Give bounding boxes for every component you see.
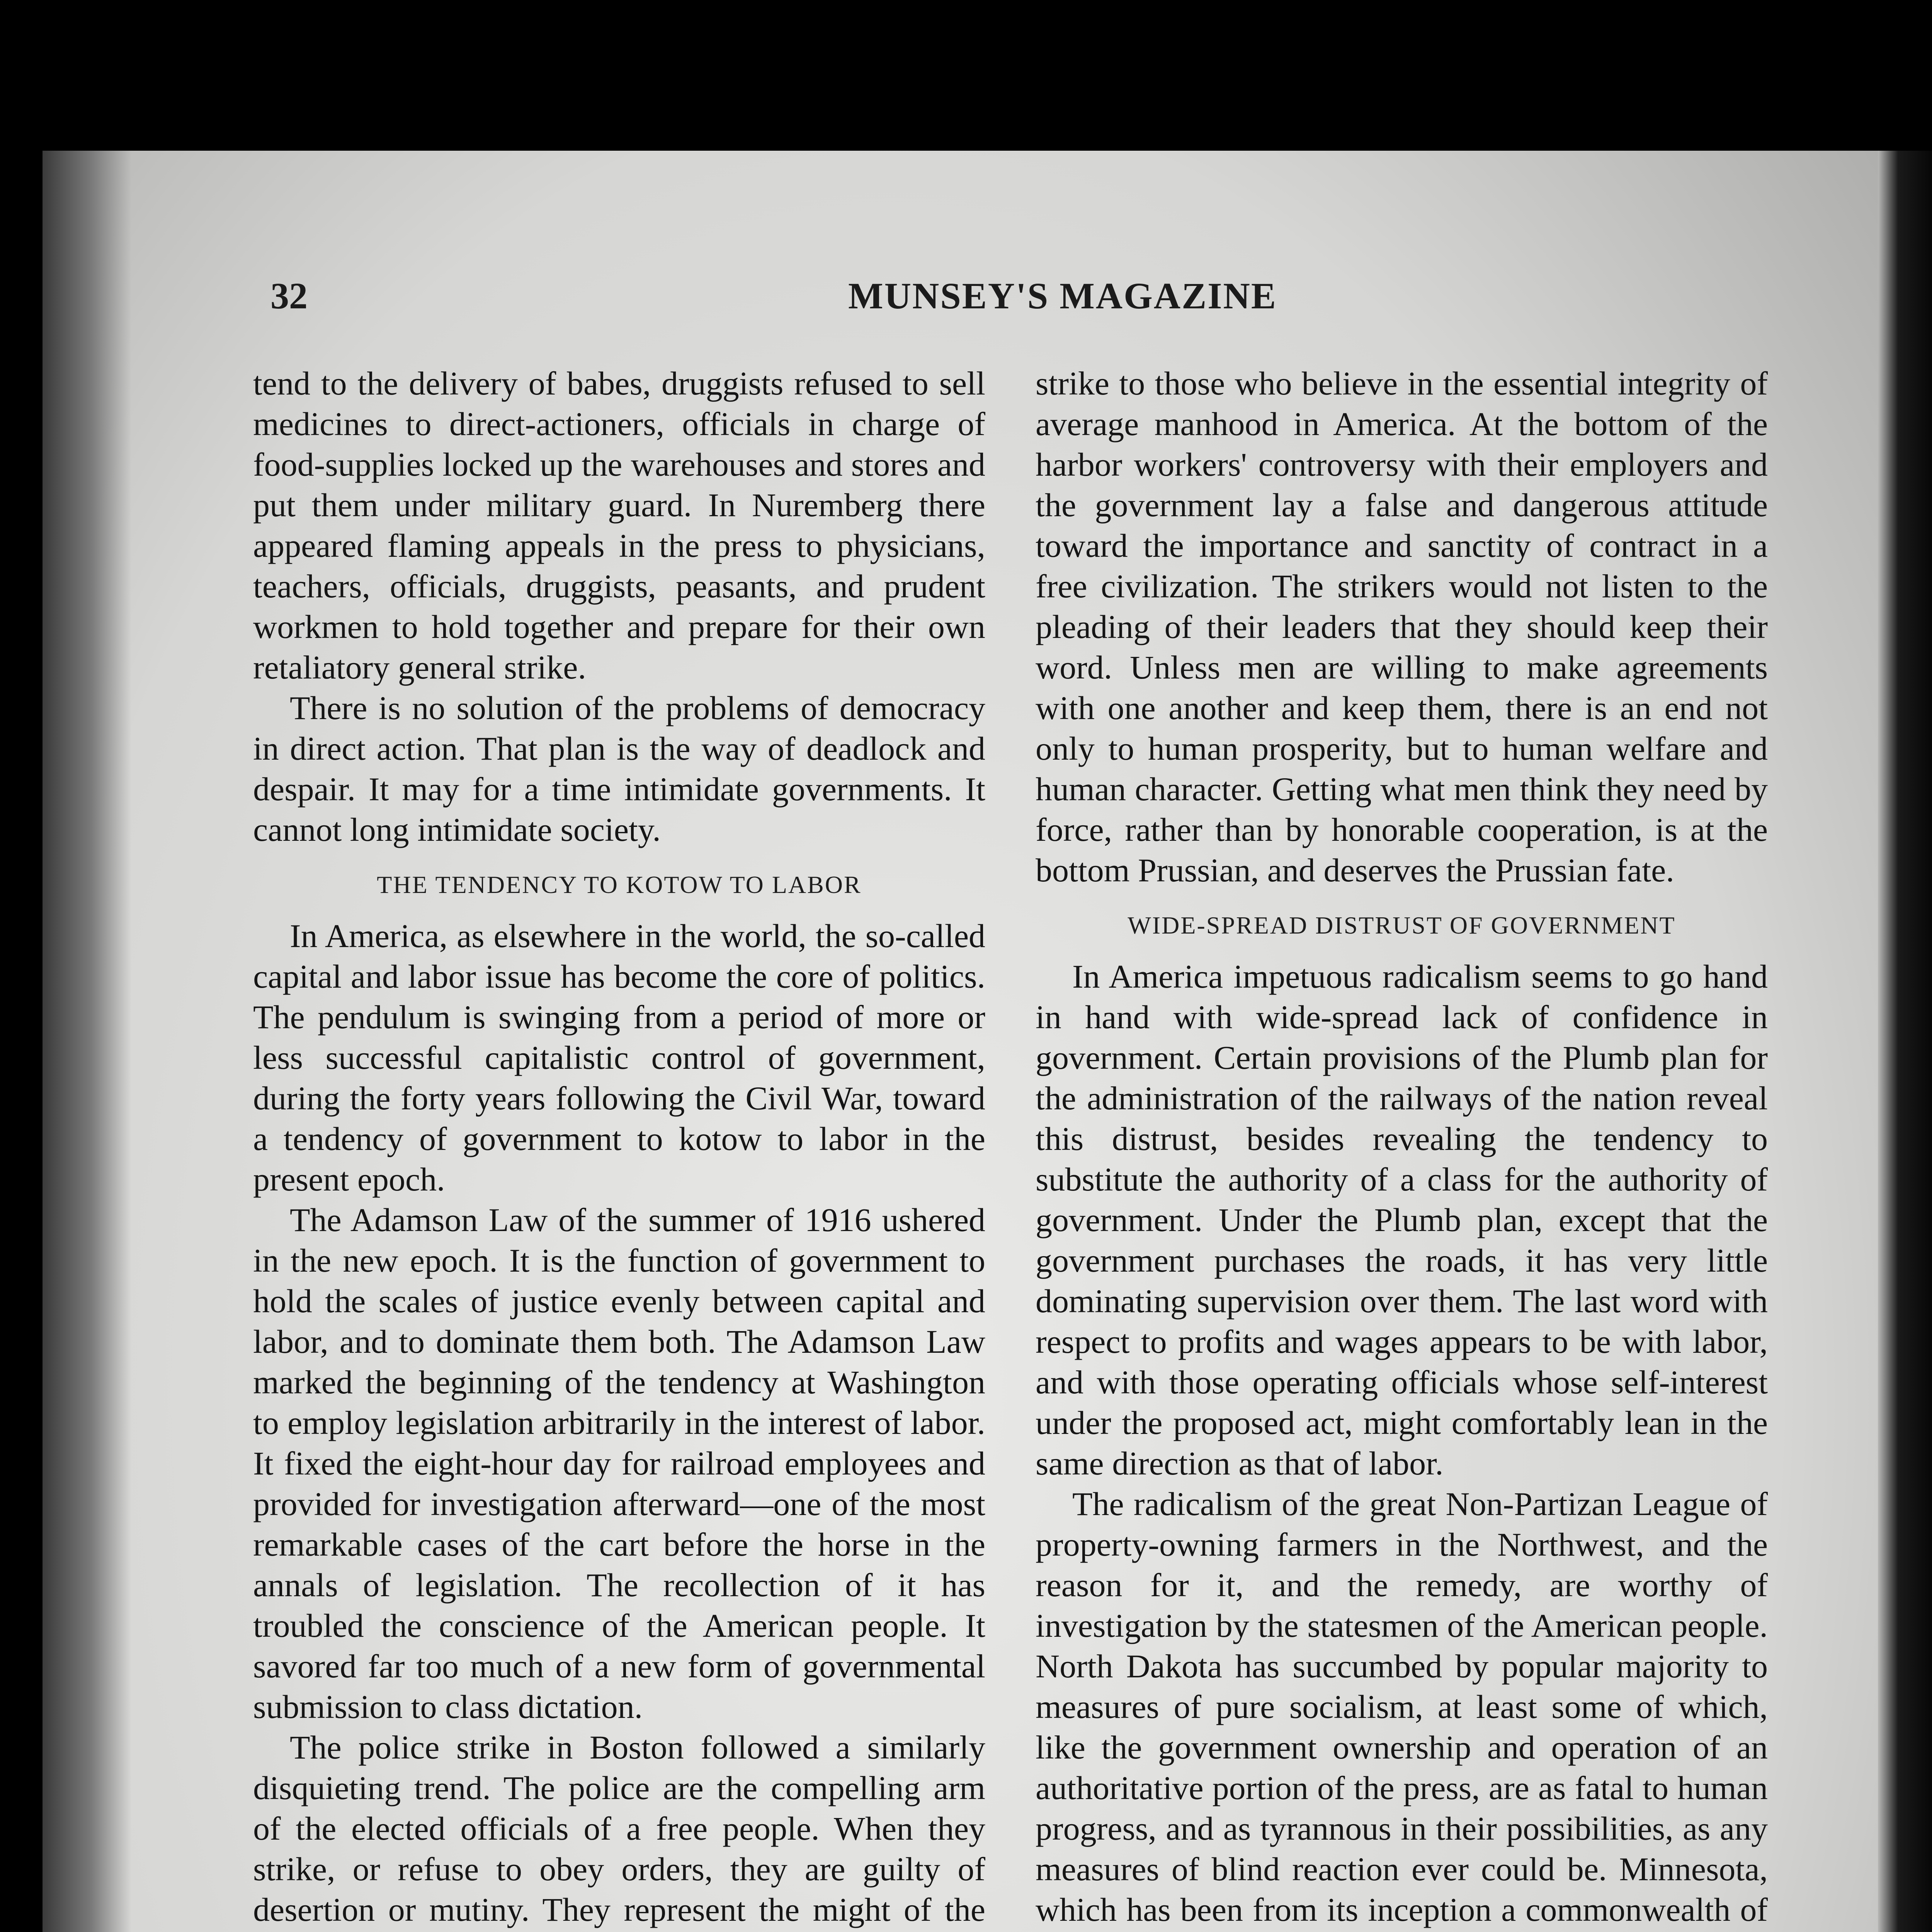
- running-head: [270, 274, 1700, 321]
- right-column: [1036, 363, 1768, 1932]
- binding-shadow: [43, 151, 131, 1932]
- section-heading: WIDE-SPREAD DISTRUST OF GOVERNMENT: [1128, 912, 1676, 939]
- paragraph: strike to those who believe in the essential integrity of average manhood in America. At the bottom of the harbor workers' controversy with their employers and the government lay a false and dangerous attitude toward the importance and sanctity of contract in a free civilization. The strikers would not listen to the pleading of their leaders that they should keep their word. Unless men are willing to make agreements with one another and keep them, there is an end not only to human prosperity, but to human welfare and human character. Getting what men think they need by force, rather than by honorable cooperation, is at the bottom Prussian, and deserves the Prussian fate.: [1036, 365, 1768, 889]
- paragraph: In America impetuous radicalism seems to go hand in hand with wide-spread lack of confidence in government. Certain provisions of the Plumb plan for the administration of the railways of the nation reveal this distrust, besides revealing the tendency to substitute the authority of a class for the authority of government. Under the Plumb plan, except that the government purchases the roads, it has very little dominating supervision over them. The last word with respect to profits and wages appears to be with labor, and with those operating officials whose self-interest under the proposed act, might comfortably lean in the same direction as that of labor.: [1036, 958, 1768, 1482]
- paragraph: There is no solution of the problems of democracy in direct action. That plan is the way of deadlock and despair. It may for a time intimidate governments. It cannot long intimidate society.: [253, 689, 985, 848]
- paragraph: The police strike in Boston followed a similarly disquieting trend. The police are the compelling arm of the elected officials of a free people. When they strike, or refuse to obey orders, they are guilty of desertion or mutiny. They represent the might of the: [253, 1729, 985, 1928]
- left-column: [253, 363, 985, 1932]
- magazine-title: MUNSEY'S MAGAZINE: [848, 275, 1277, 316]
- paragraph: The radicalism of the great Non-Partizan League of property-owning farmers in the Northwest, and the reason for it, and the remedy, are worthy of investigation by the statesmen of the American people. North Dakota has succumbed by popular majority to measures of pure socialism, at least some of which, like the government ownership and operation of an authoritative portion of the press, are as fatal to human progress, and as tyrannous in their possibilities, as any measures of blind reaction ever could be. Minnesota, which has been from its inception a commonwealth of: [1036, 1485, 1768, 1928]
- magazine-page: [43, 151, 1932, 1932]
- paragraph: The Adamson Law of the summer of 1916 ushered in the new epoch. It is the function of government to hold the scales of justice evenly between capital and labor, and to dominate them both. The Adamson Law marked the beginning of the tendency at Washington to employ legislation arbitrarily in the interest of labor. It fixed the eight-hour day for railroad employees and provided for investigation afterward—one of the most remarkable cases of the cart before the horse in the annals of legislation. The recollection of it has troubled the conscience of the American people. It savored far too much of a new form of governmental submission to class dictation.: [253, 1201, 985, 1725]
- paragraph: tend to the delivery of babes, druggists refused to sell medicines to direct-actioners, officials in charge of food-supplies locked up the warehouses and stores and put them under military guard. In Nuremberg there appeared flaming appeals in the press to physicians, teachers, officials, druggists, peasants, and prudent workmen to hold together and prepare for their own retaliatory general strike.: [253, 365, 985, 686]
- section-heading: THE TENDENCY TO KOTOW TO LABOR: [377, 871, 862, 898]
- facing-page-edge: [1878, 151, 1932, 1932]
- page-number: 32: [270, 275, 308, 316]
- paragraph: In America, as elsewhere in the world, the so-called capital and labor issue has become the core of politics. The pendulum is swinging from a period of more or less successful capitalistic control of government, during the forty years following the Civil War, toward a tendency of government to kotow to labor in the present epoch.: [253, 917, 985, 1198]
